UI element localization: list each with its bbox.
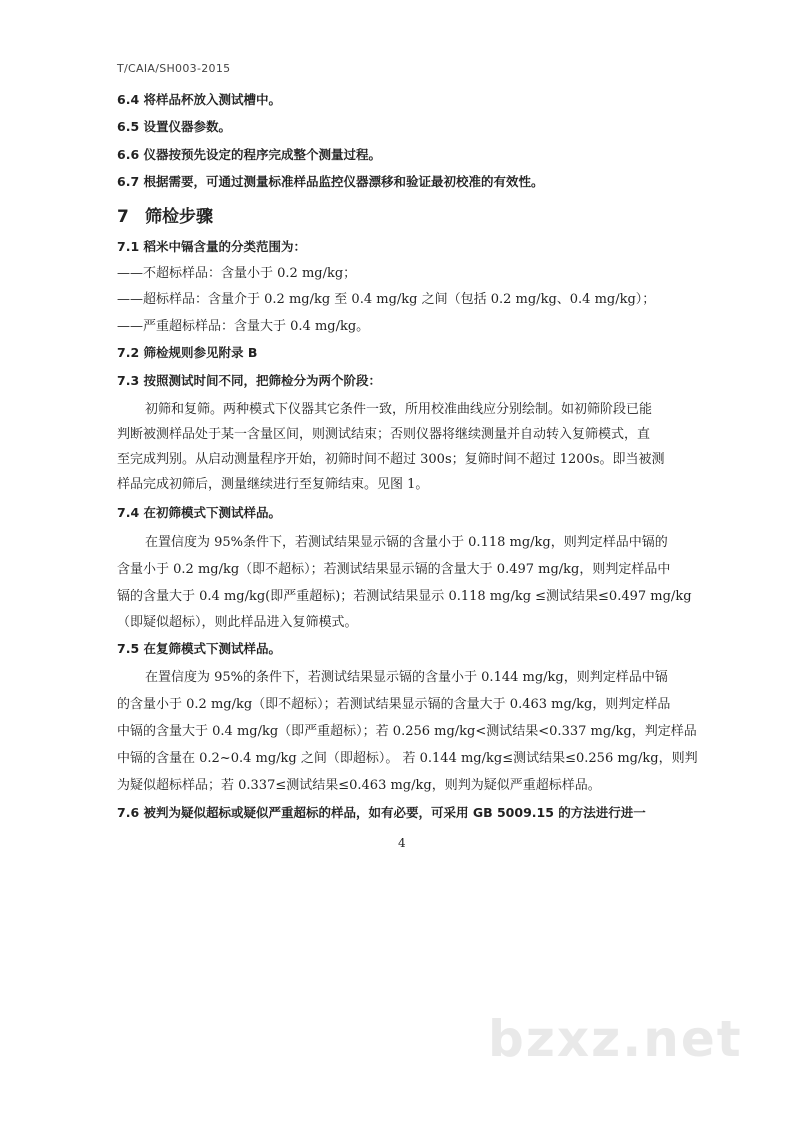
- clause-7-2-heading: 7.2 筛检规则参见附录 B: [117, 345, 258, 360]
- clause-7-5-line: 中镉的含量在 0.2~0.4 mg/kg 之间（即超标）。 若 0.144 mg/kg≤测试结果≤0.256 mg/kg，则判: [117, 751, 698, 766]
- clause-7-4-line: 在置信度为 95%条件下，若测试结果显示镉的含量小于 0.118 mg/kg，则判定样品中镉的: [145, 535, 668, 550]
- clause-7-5-line: 中镉的含量大于 0.4 mg/kg（即严重超标）；若 0.256 mg/kg<测试结果<0.337 mg/kg，判定样品: [117, 724, 697, 739]
- bullet-exceed: ——超标样品：含量介于 0.2 mg/kg 至 0.4 mg/kg 之间（包括 0.2 mg/kg、0.4 mg/kg）；: [117, 292, 656, 307]
- section-7-heading: [117, 202, 213, 227]
- clause-7-3-line: 样品完成初筛后，测量继续进行至复筛结束。见图 1。: [117, 477, 429, 492]
- clause-7-6-heading: 7.6 被判为疑似超标或疑似严重超标的样品，如有必要，可采用 GB 5009.15 的方法进行进一: [117, 805, 646, 820]
- clause-7-4-line: 含量小于 0.2 mg/kg（即不超标）；若测试结果显示镉的含量大于 0.497 mg/kg，则判定样品中: [117, 562, 671, 577]
- clause-7-5-line: 在置信度为 95%的条件下，若测试结果显示镉的含量小于 0.144 mg/kg，则判定样品中镉: [145, 670, 668, 685]
- clause-7-5-heading: 7.5 在复筛模式下测试样品。: [117, 641, 281, 656]
- bullet-not-exceed: ——不超标样品：含量小于 0.2 mg/kg；: [117, 266, 357, 281]
- clause-7-5-line: 的含量小于 0.2 mg/kg（即不超标）；若测试结果显示镉的含量大于 0.463 mg/kg，则判定样品: [117, 697, 671, 712]
- clause-7-4-line: （即疑似超标），则此样品进入复筛模式。: [117, 615, 358, 630]
- page-number: 4: [398, 836, 406, 850]
- clause-6-4: 6.4 将样品杯放入测试槽中。: [117, 92, 281, 107]
- bullet-severe-exceed: ——严重超标样品：含量大于 0.4 mg/kg。: [117, 319, 370, 334]
- clause-7-1-heading: 7.1 稻米中镉含量的分类范围为：: [117, 239, 306, 254]
- clause-7-3-line: 初筛和复筛。两种模式下仪器其它条件一致，所用校准曲线应分别绘制。如初筛阶段已能: [145, 402, 653, 417]
- clause-6-7: 6.7 根据需要，可通过测量标准样品监控仪器漂移和验证最初校准的有效性。: [117, 174, 544, 189]
- clause-6-6: 6.6 仪器按预先设定的程序完成整个测量过程。: [117, 147, 381, 162]
- clause-7-4-line: 镉的含量大于 0.4 mg/kg(即严重超标)；若测试结果显示 0.118 mg/kg ≤测试结果≤0.497 mg/kg: [117, 589, 692, 604]
- section-number: 7: [117, 207, 129, 227]
- clause-7-3-heading: 7.3 按照测试时间不同，把筛检分为两个阶段：: [117, 373, 381, 388]
- clause-6-5: 6.5 设置仪器参数。: [117, 119, 231, 134]
- standard-number: T/CAIA/SH003-2015: [117, 62, 231, 75]
- clause-7-4-heading: 7.4 在初筛模式下测试样品。: [117, 505, 281, 520]
- clause-7-3-line: 至完成判别。从启动测量程序开始，初筛时间不超过 300s；复筛时间不超过 1200s。即当被测: [117, 452, 665, 467]
- clause-7-3-line: 判断被测样品处于某一含量区间，则测试结束；否则仪器将继续测量并自动转入复筛模式，直: [117, 427, 651, 442]
- watermark: bzxz.net: [488, 1010, 743, 1068]
- clause-7-5-line: 为疑似超标样品；若 0.337≤测试结果≤0.463 mg/kg，则判为疑似严重超标样品。: [117, 778, 601, 793]
- section-title: 筛检步骤: [145, 207, 213, 227]
